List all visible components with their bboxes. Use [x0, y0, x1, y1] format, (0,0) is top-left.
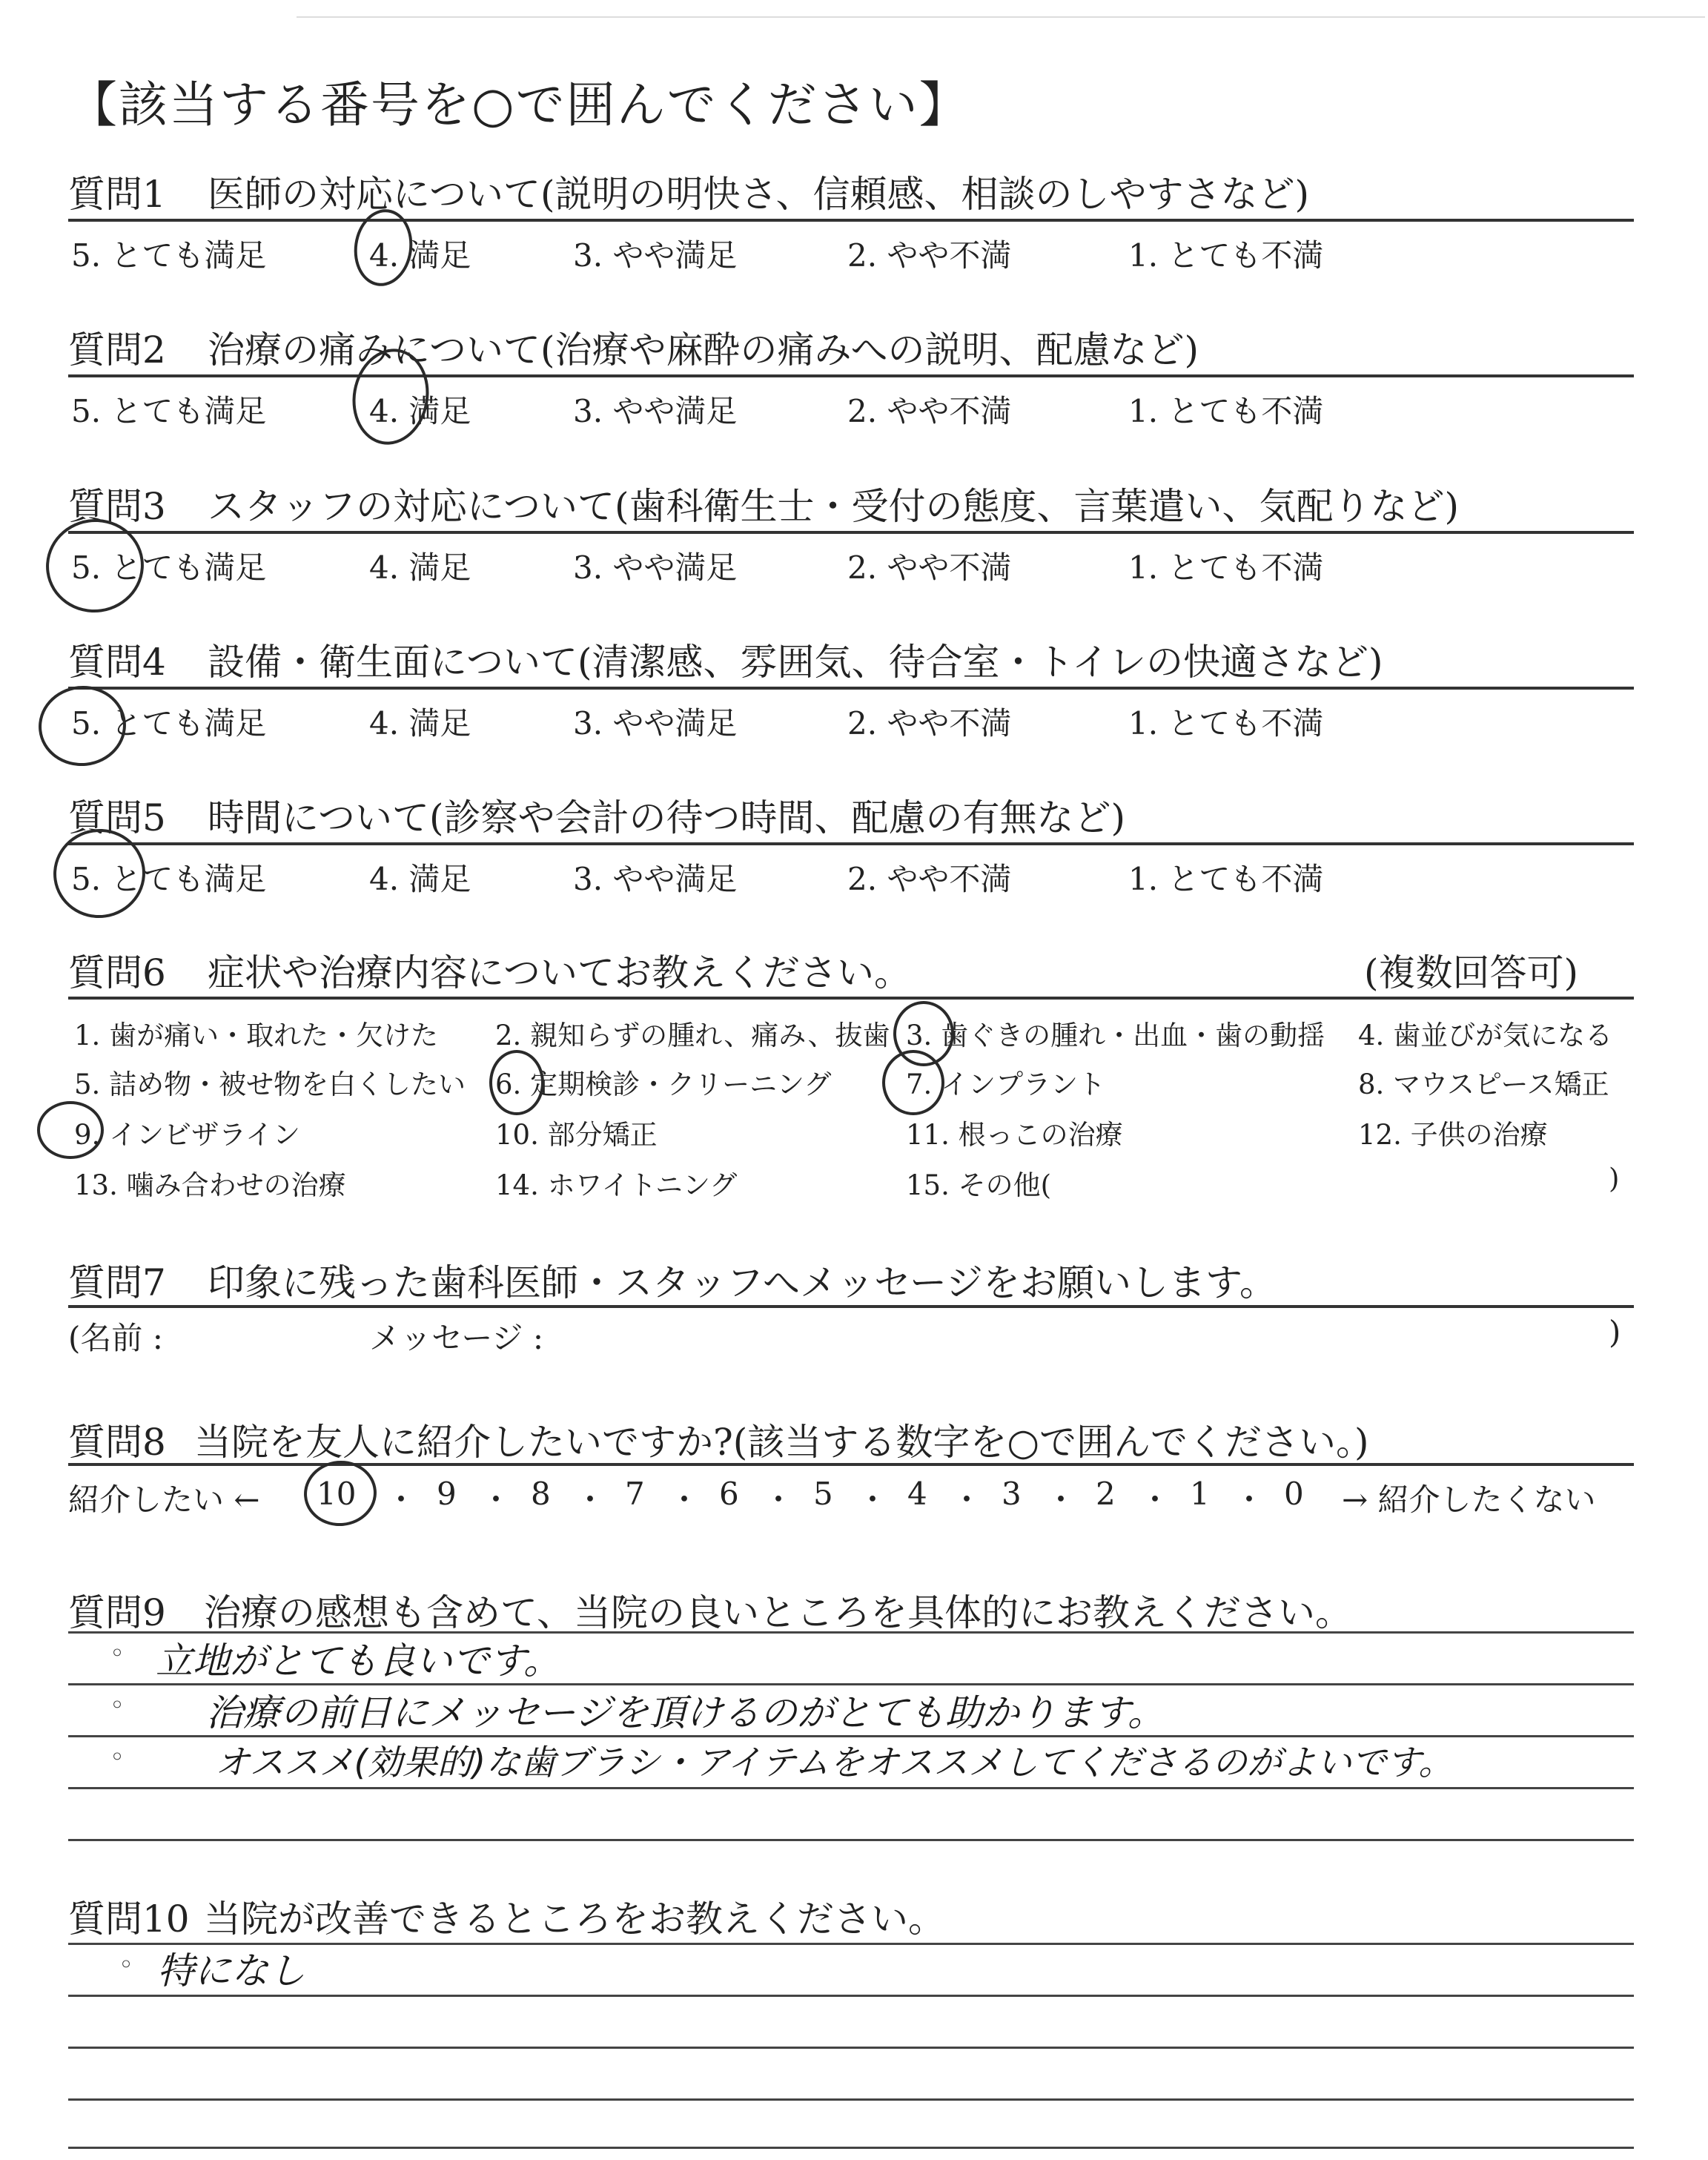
q3-option-5[interactable]: 5. とても満足 [71, 549, 267, 586]
q6-option-6[interactable]: 6. 定期検診・クリーニング [495, 1069, 832, 1100]
q8-dot: ・ [669, 1482, 701, 1518]
q10-line [68, 2047, 1634, 2049]
question-6-text: 症状や治療内容についてお教えください。 [208, 951, 911, 994]
question-5-rule [68, 842, 1634, 845]
q8-dot: ・ [1139, 1482, 1171, 1518]
q8-score-5[interactable]: 5 [813, 1476, 833, 1512]
q5-option-2[interactable]: 2. やや不満 [847, 861, 1012, 897]
question-2-rule [68, 374, 1634, 377]
q5-option-5[interactable]: 5. とても満足 [71, 861, 267, 897]
question-1-label: 質問1 [68, 173, 166, 216]
question-4-rule [68, 687, 1634, 690]
q8-right-label: → 紹介したくない [1342, 1482, 1596, 1518]
q6-option-11[interactable]: 11. 根っこの治療 [906, 1119, 1123, 1151]
bullet-mark: ◦ [110, 1743, 125, 1772]
question-7-label: 質問7 [68, 1261, 166, 1304]
q8-selection-circle [301, 1458, 379, 1529]
q2-option-2[interactable]: 2. やや不満 [847, 393, 1012, 429]
q9-line [68, 1787, 1634, 1789]
q1-option-3[interactable]: 3. やや満足 [573, 237, 738, 274]
q1-option-1[interactable]: 1. とても不満 [1128, 237, 1324, 274]
q8-dot: ・ [1234, 1482, 1265, 1518]
q6-circle-6 [489, 1050, 544, 1115]
q2-option-1[interactable]: 1. とても不満 [1128, 393, 1324, 429]
q5-option-4[interactable]: 4. 満足 [369, 861, 471, 897]
question-3-rule [68, 531, 1634, 534]
question-9-label: 質問9 [68, 1591, 166, 1634]
q3-option-4[interactable]: 4. 満足 [369, 549, 471, 586]
q10-line [68, 2098, 1634, 2101]
q1-option-4[interactable]: 4. 満足 [369, 237, 471, 274]
q7-close-paren: ) [1609, 1314, 1621, 1350]
q8-dot: ・ [1045, 1482, 1077, 1518]
question-8-rule [68, 1463, 1634, 1466]
q6-option-4[interactable]: 4. 歯並びが気になる [1358, 1020, 1613, 1051]
bullet-mark: ◦ [119, 1950, 134, 1980]
question-2-label: 質問2 [68, 328, 166, 371]
q8-score-8[interactable]: 8 [531, 1476, 551, 1512]
q8-dot: ・ [480, 1482, 512, 1518]
question-6-label: 質問6 [68, 951, 166, 994]
q6-option-15-close: ) [1609, 1163, 1620, 1195]
question-6-note: (複数回答可) [1364, 951, 1579, 994]
q7-name-label: (名前 : [68, 1320, 163, 1356]
question-9-text: 治療の感想も含めて、当院の良いところを具体的にお教えください。 [204, 1591, 1352, 1634]
question-7-text: 印象に残った歯科医師・スタッフへメッセージをお願いします。 [208, 1261, 1277, 1304]
question-8-label: 質問8 [68, 1421, 166, 1464]
q4-option-5[interactable]: 5. とても満足 [71, 705, 267, 742]
question-6-rule [68, 997, 1634, 1000]
q8-score-1[interactable]: 1 [1190, 1476, 1210, 1512]
q4-selection-circle [35, 681, 130, 770]
q6-option-3[interactable]: 3. 歯ぐきの腫れ・出血・歯の動揺 [906, 1020, 1325, 1051]
q8-dot: ・ [857, 1482, 889, 1518]
q9-answer-2: 治療の前日にメッセージを頂けるのがとても助かります。 [206, 1691, 1165, 1734]
q6-option-15[interactable]: 15. その他( [906, 1169, 1052, 1201]
q3-option-1[interactable]: 1. とても不満 [1128, 549, 1324, 586]
q6-option-13[interactable]: 13. 噛み合わせの治療 [74, 1169, 346, 1201]
q8-dot: ・ [575, 1482, 606, 1518]
question-5-label: 質問5 [68, 796, 166, 839]
q10-line [68, 1995, 1634, 1997]
q6-option-2[interactable]: 2. 親知らずの腫れ、痛み、抜歯 [495, 1020, 890, 1051]
bullet-mark: ◦ [110, 1639, 125, 1668]
q8-score-2[interactable]: 2 [1096, 1476, 1116, 1512]
q8-score-3[interactable]: 3 [1002, 1476, 1022, 1512]
q2-option-5[interactable]: 5. とても満足 [71, 393, 267, 429]
q6-option-8[interactable]: 8. マウスピース矯正 [1358, 1069, 1609, 1100]
question-5-text: 時間について(診察や会計の待つ時間、配慮の有無など) [208, 796, 1126, 839]
question-2-text: 治療の痛みについて(治療や麻酔の痛みへの説明、配慮など) [208, 328, 1199, 371]
q9-line [68, 1839, 1634, 1841]
q9-answer-1: 立地がとても良いです。 [156, 1639, 560, 1682]
q6-option-10[interactable]: 10. 部分矯正 [495, 1119, 658, 1151]
q5-option-3[interactable]: 3. やや満足 [573, 861, 738, 897]
q9-answer-3: オススメ(効果的)な歯ブラシ・アイテムをオススメしてくださるのがよいです。 [215, 1743, 1454, 1783]
q8-dot: ・ [951, 1482, 983, 1518]
q3-option-3[interactable]: 3. やや満足 [573, 549, 738, 586]
question-1-rule [68, 219, 1634, 222]
q4-option-3[interactable]: 3. やや満足 [573, 705, 738, 742]
q8-score-9[interactable]: 9 [437, 1476, 457, 1512]
q6-option-7[interactable]: 7. インプラント [906, 1069, 1106, 1100]
q6-option-9[interactable]: 9. インビザライン [74, 1119, 300, 1151]
q6-circle-9 [37, 1101, 104, 1159]
q10-line [68, 2147, 1634, 2149]
q7-message-label: メッセージ : [369, 1320, 543, 1356]
question-1-text: 医師の対応について(説明の明快さ、信頼感、相談のしやすさなど) [208, 173, 1310, 216]
q2-option-3[interactable]: 3. やや満足 [573, 393, 738, 429]
q2-option-4[interactable]: 4. 満足 [369, 393, 471, 429]
q8-score-7[interactable]: 7 [625, 1476, 645, 1512]
scan-edge [297, 16, 1705, 18]
q5-option-1[interactable]: 1. とても不満 [1128, 861, 1324, 897]
q8-score-10[interactable]: 10 [317, 1476, 357, 1512]
q8-score-4[interactable]: 4 [907, 1476, 927, 1512]
q8-left-label: 紹介したい ← [68, 1482, 260, 1518]
q10-answer-1: 特になし [157, 1949, 305, 1992]
q6-option-5[interactable]: 5. 詰め物・被せ物を白くしたい [74, 1069, 466, 1100]
q6-circle-7 [882, 1050, 944, 1115]
q4-option-1[interactable]: 1. とても不満 [1128, 705, 1324, 742]
q6-option-1[interactable]: 1. 歯が痛い・取れた・欠けた [74, 1020, 439, 1051]
question-4-label: 質問4 [68, 641, 166, 684]
q4-option-2[interactable]: 2. やや不満 [847, 705, 1012, 742]
question-8-text: 当院を友人に紹介したいですか?(該当する数字を○で囲んでください。) [194, 1421, 1369, 1464]
question-7-rule [68, 1305, 1634, 1308]
q6-option-12[interactable]: 12. 子供の治療 [1358, 1119, 1548, 1151]
q3-option-2[interactable]: 2. やや不満 [847, 549, 1012, 586]
q6-option-14[interactable]: 14. ホワイトニング [495, 1169, 738, 1201]
q8-score-6[interactable]: 6 [719, 1476, 739, 1512]
question-3-label: 質問3 [68, 485, 166, 528]
q1-option-5[interactable]: 5. とても満足 [71, 237, 267, 274]
question-4-text: 設備・衛生面について(清潔感、雰囲気、待合室・トイレの快適さなど) [208, 641, 1383, 684]
q8-dot: ・ [385, 1482, 417, 1518]
q4-option-4[interactable]: 4. 満足 [369, 705, 471, 742]
q1-option-2[interactable]: 2. やや不満 [847, 237, 1012, 274]
q8-score-0[interactable]: 0 [1284, 1476, 1304, 1512]
bullet-mark: ◦ [110, 1691, 125, 1720]
question-10-text: 当院が改善できるところをお教えください。 [204, 1898, 945, 1941]
question-10-label: 質問10 [68, 1898, 190, 1941]
question-3-text: スタッフの対応について(歯科衛生士・受付の態度、言葉遣い、気配りなど) [208, 485, 1460, 528]
page-heading: 【該当する番号を○で囲んでください】 [68, 76, 970, 133]
q8-dot: ・ [763, 1482, 795, 1518]
